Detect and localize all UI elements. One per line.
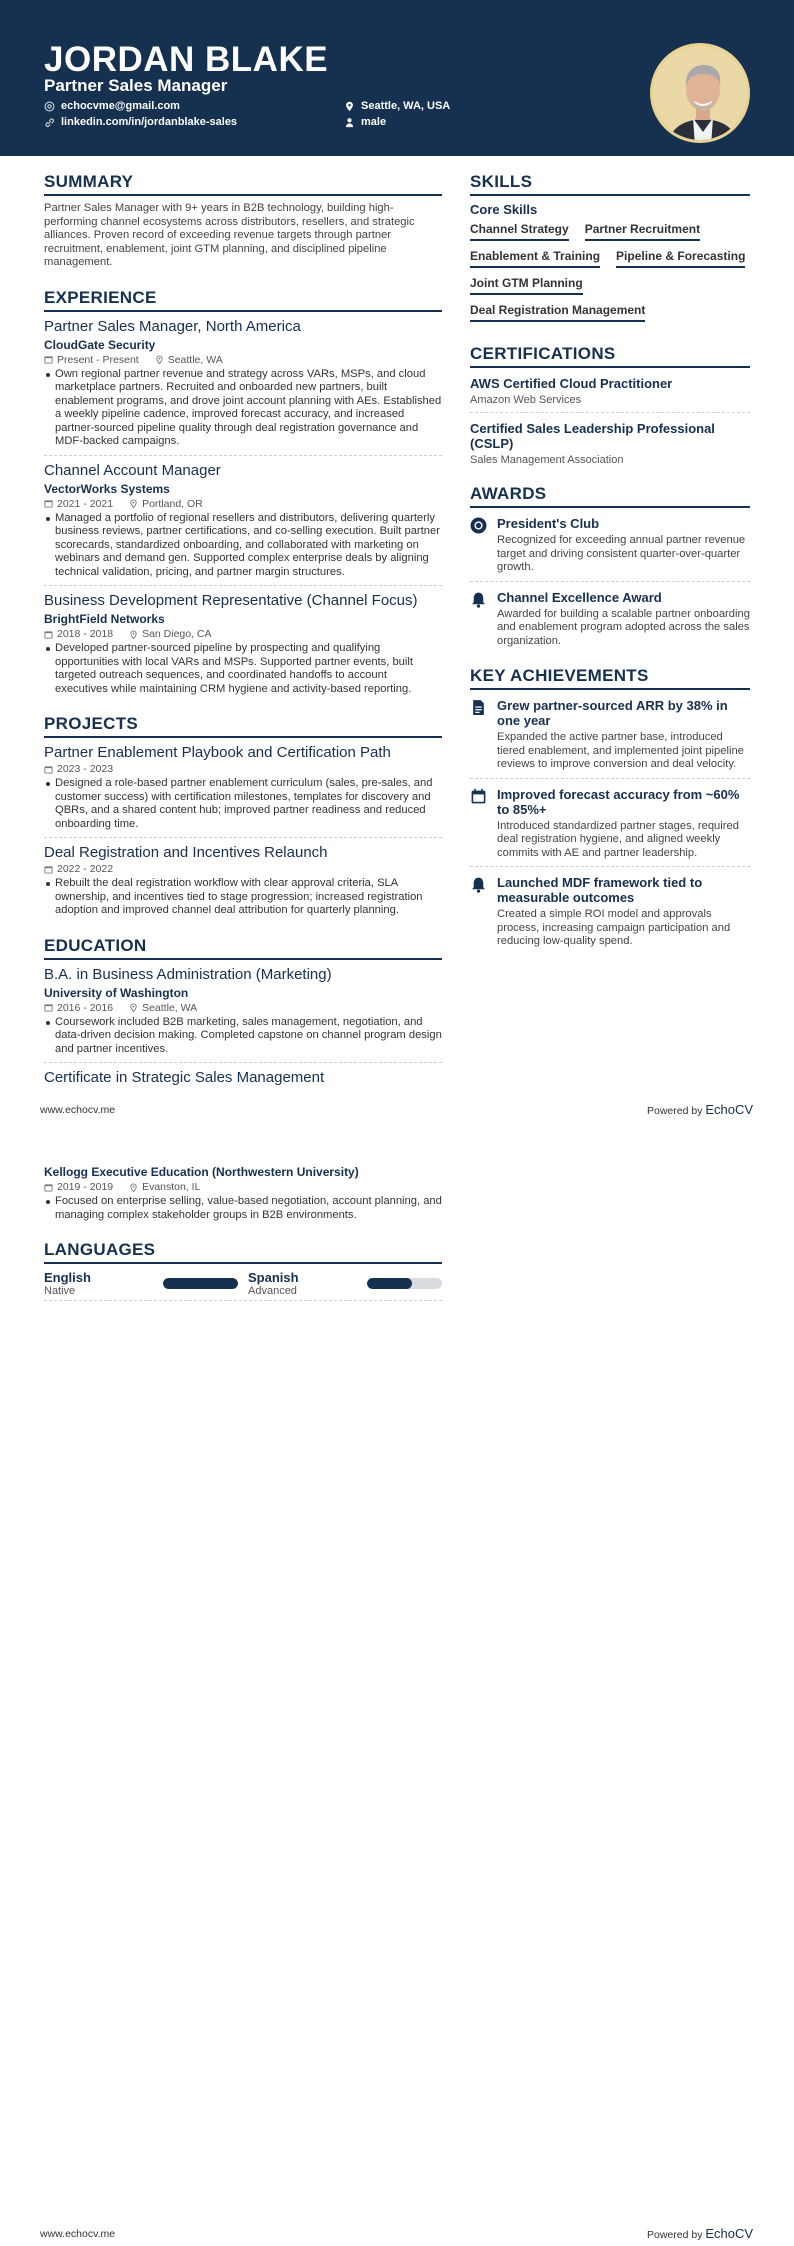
location-pin-icon (129, 1003, 138, 1012)
award-description: Awarded for building a scalable partner onboarding and enablement program adopted across the sales organization. (497, 607, 750, 647)
resume-header (0, 0, 794, 156)
skill-tag: Joint GTM Planning (470, 276, 583, 295)
achievement-description: Expanded the active partner base, introduced tiered enablement, and implemented joint pipeline reviews to improve conversion and deal velocity. (497, 731, 744, 770)
location-pin-icon (155, 355, 164, 364)
achievements-heading: KEY ACHIEVEMENTS (470, 666, 750, 690)
achievement-item (470, 698, 750, 772)
company-name: BrightField Networks (44, 612, 165, 626)
language-name: Spanish (248, 1270, 299, 1285)
project-dates: 2022 - 2022 (57, 863, 114, 875)
summary-text: Partner Sales Manager with 9+ years in B2B technology, building high-performing channel ecosystems across distributors, resellers, and strategic alliances. Proven record of exceeding revenue targets through partner recruitment, enablement, joint GTM planning, and disciplined pipeline management. (44, 202, 415, 268)
calendar-icon (44, 865, 53, 874)
proficiency-fill (367, 1278, 412, 1289)
achievement-description: Introduced standardized partner stages, required deal registration hygiene, and aligned weekly commits with AE and partner leadership. (497, 819, 739, 859)
skill-tag: Deal Registration Management (470, 303, 645, 322)
location-text: Seattle, WA, USA (361, 100, 451, 112)
project-dates: 2023 - 2023 (57, 763, 114, 775)
location-item (344, 100, 450, 112)
candidate-name: JORDAN BLAKE (44, 40, 329, 79)
skill-tag: Channel Strategy (470, 222, 569, 241)
divider (44, 1062, 442, 1063)
company-name: VectorWorks Systems (44, 481, 170, 496)
link-icon (44, 117, 55, 128)
certification-issuer: Sales Management Association (470, 454, 624, 466)
brand-name: EchoCV (705, 2226, 754, 2241)
job-location: Seattle, WA (167, 353, 223, 366)
experience-item (44, 592, 442, 696)
achievement-description: Created a simple ROI model and approvals process, increasing campaign participation and reducing low-quality spend. (497, 908, 731, 947)
calendar-icon (470, 788, 487, 805)
right-column (470, 172, 750, 949)
achievement-item (470, 787, 750, 861)
education-item (44, 966, 442, 1064)
divider (44, 585, 442, 586)
job-bullet: Own regional partner revenue and strategy across VARs, MSPs, and cloud marketplace partners. Recruited and onboarded new partners, built enablement programs, and drove joint account planning with AEs. Established a weekly pipeline cadence, improved forecast accuracy, and increased partner-sourced pipeline quality through deal registration governance and MDF-backed campaigns. (44, 368, 442, 449)
education-item-header (44, 1069, 442, 1086)
job-meta (44, 498, 442, 510)
proficiency-bar (163, 1278, 238, 1289)
skill-tag: Pipeline & Forecasting (616, 249, 745, 268)
job-location: San Diego, CA (142, 628, 212, 640)
project-item (44, 844, 442, 918)
language-level: Advanced (248, 1285, 297, 1297)
job-meta (44, 354, 442, 366)
award-item (470, 516, 750, 575)
location-pin-icon (344, 101, 355, 112)
award-item (470, 590, 750, 649)
job-title: Partner Sales Manager, North America (44, 317, 301, 335)
education-dates: 2016 - 2016 (57, 1001, 114, 1014)
summary-heading: SUMMARY (44, 172, 442, 196)
school-name: University of Washington (44, 985, 189, 1000)
experience-item (44, 318, 442, 456)
calendar-icon (44, 630, 53, 639)
achievement-title: Launched MDF framework tied to measurable outcomes (497, 875, 703, 905)
footer-powered (647, 1102, 753, 1117)
language-item (248, 1270, 442, 1297)
location-pin-icon (129, 630, 138, 639)
email-text: echocvme@gmail.com (61, 100, 180, 112)
footer-website[interactable]: www.echocv.me (40, 2228, 116, 2240)
project-bullet: Rebuilt the deal registration workflow with clear approval criteria, SLA ownership, and incentives tied to stage progression; increased registration adoption and improved channel deal attribution for quarterly planning. (44, 877, 442, 918)
document-icon (470, 699, 487, 716)
certification-name: AWS Certified Cloud Practitioner (470, 376, 673, 391)
divider (470, 412, 750, 413)
brand-name: EchoCV (705, 1102, 754, 1117)
achievement-title: Improved forecast accuracy from ~60% to 85%+ (497, 786, 740, 817)
awards-heading: AWARDS (470, 484, 750, 508)
education-item-continued (44, 1165, 442, 1222)
languages-list (44, 1270, 442, 1297)
project-bullet: Designed a role-based partner enablement curriculum (sales, pre-sales, and customer success) with certification milestones, templates for discovery and QBRs, and a shared content hub; improved partner readiness and reduced onboarding time. (44, 777, 442, 831)
certification-issuer: Amazon Web Services (470, 394, 582, 406)
school-name: Kellogg Executive Education (Northwestern University) (44, 1165, 359, 1179)
calendar-icon (44, 1003, 53, 1012)
at-icon (44, 101, 55, 112)
degree-title: B.A. in Business Administration (Marketing) (44, 965, 332, 983)
job-dates: 2018 - 2018 (57, 628, 114, 640)
education-location: Seattle, WA (142, 1001, 198, 1014)
language-item (44, 1270, 238, 1297)
divider (470, 581, 750, 582)
location-pin-icon (129, 499, 138, 508)
education-bullet: Coursework included B2B marketing, sales management, negotiation, and data-driven decision making. Completed capstone on channel program design and partner incentives. (44, 1016, 442, 1057)
location-pin-icon (129, 1183, 138, 1192)
achievement-item (470, 875, 750, 949)
job-title: Business Development Representative (Channel Focus) (44, 592, 418, 609)
calendar-icon (44, 355, 53, 364)
languages-heading: LANGUAGES (44, 1240, 442, 1264)
powered-prefix: Powered by (647, 2229, 703, 2241)
project-meta (44, 863, 442, 875)
bell-icon (470, 876, 487, 893)
project-meta (44, 763, 442, 775)
job-dates: Present - Present (57, 353, 139, 366)
gender-text: male (361, 116, 387, 128)
certification-name: Certified Sales Leadership Professional (CSLP) (470, 421, 715, 451)
experience-heading: EXPERIENCE (44, 288, 442, 312)
gender-item (344, 116, 386, 128)
skills-group-title: Core Skills (470, 202, 538, 217)
proficiency-bar (367, 1278, 442, 1289)
certifications-heading: CERTIFICATIONS (470, 344, 750, 368)
project-title: Deal Registration and Incentives Relaunch (44, 844, 328, 861)
project-item (44, 744, 442, 838)
projects-heading: PROJECTS (44, 714, 442, 738)
education-heading: EDUCATION (44, 936, 442, 960)
education-meta (44, 1002, 442, 1014)
language-level: Native (44, 1285, 76, 1297)
profile-photo-portrait (653, 46, 750, 143)
left-column-continued (44, 1162, 442, 1301)
experience-item (44, 462, 442, 587)
divider (470, 778, 750, 779)
skills-list (470, 222, 750, 322)
job-meta (44, 628, 442, 640)
bell-icon (470, 591, 487, 608)
medal-icon (470, 517, 487, 534)
proficiency-fill (163, 1278, 238, 1289)
project-title: Partner Enablement Playbook and Certification Path (44, 744, 391, 761)
award-description: Recognized for exceeding annual partner revenue target and driving consistent quarter-over-quarter growth. (497, 534, 746, 573)
calendar-icon (44, 1183, 53, 1192)
education-dates: 2019 - 2019 (57, 1181, 114, 1193)
person-icon (344, 117, 355, 128)
job-location: Portland, OR (142, 497, 203, 510)
language-name: English (44, 1270, 91, 1285)
award-title: Channel Excellence Award (497, 589, 662, 605)
candidate-role: Partner Sales Manager (44, 76, 228, 95)
footer-website[interactable]: www.echocv.me (40, 1104, 116, 1116)
powered-prefix: Powered by (647, 1105, 703, 1117)
linkedin-text: linkedin.com/in/jordanblake-sales (61, 116, 238, 128)
skills-heading: SKILLS (470, 172, 750, 196)
calendar-icon (44, 499, 53, 508)
profile-photo (650, 43, 750, 143)
job-bullet: Developed partner-sourced pipeline by prospecting and qualifying opportunities with local VARs and MSPs. Supported partner events, built targeted outreach sequences, and coordinated handoffs to account executives while maintaining CRM hygiene and activity-based reporting. (44, 642, 442, 696)
divider (44, 837, 442, 838)
job-title: Channel Account Manager (44, 461, 221, 479)
job-dates: 2021 - 2021 (57, 497, 114, 510)
education-meta (44, 1181, 442, 1193)
education-location: Evanston, IL (142, 1181, 201, 1193)
education-bullet: Focused on enterprise selling, value-based negotiation, account planning, and managing complex stakeholder groups in B2B environments. (44, 1195, 442, 1222)
divider (44, 1300, 442, 1301)
achievement-title: Grew partner-sourced ARR by 38% in one year (497, 698, 728, 728)
calendar-icon (44, 765, 53, 774)
linkedin-item[interactable] (44, 116, 237, 128)
skill-tag: Partner Recruitment (585, 222, 700, 241)
left-column (44, 172, 442, 1086)
skill-tag: Enablement & Training (470, 249, 600, 268)
job-bullet: Managed a portfolio of regional resellers and distributors, delivering quarterly business reviews, partner certifications, and co-selling execution. Built partner scorecards, standardized onboarding, and collaborated with marketing on webinars and demand gen. Supported complex enterprise deals by aligning technical validation, pricing, and partner margin structures. (44, 512, 442, 580)
award-title: President's Club (497, 516, 600, 531)
email-item[interactable] (44, 100, 180, 112)
degree-title: Certificate in Strategic Sales Management (44, 1069, 325, 1086)
company-name: CloudGate Security (44, 337, 156, 352)
footer-powered (647, 2226, 753, 2241)
divider (44, 455, 442, 456)
divider (470, 866, 750, 867)
